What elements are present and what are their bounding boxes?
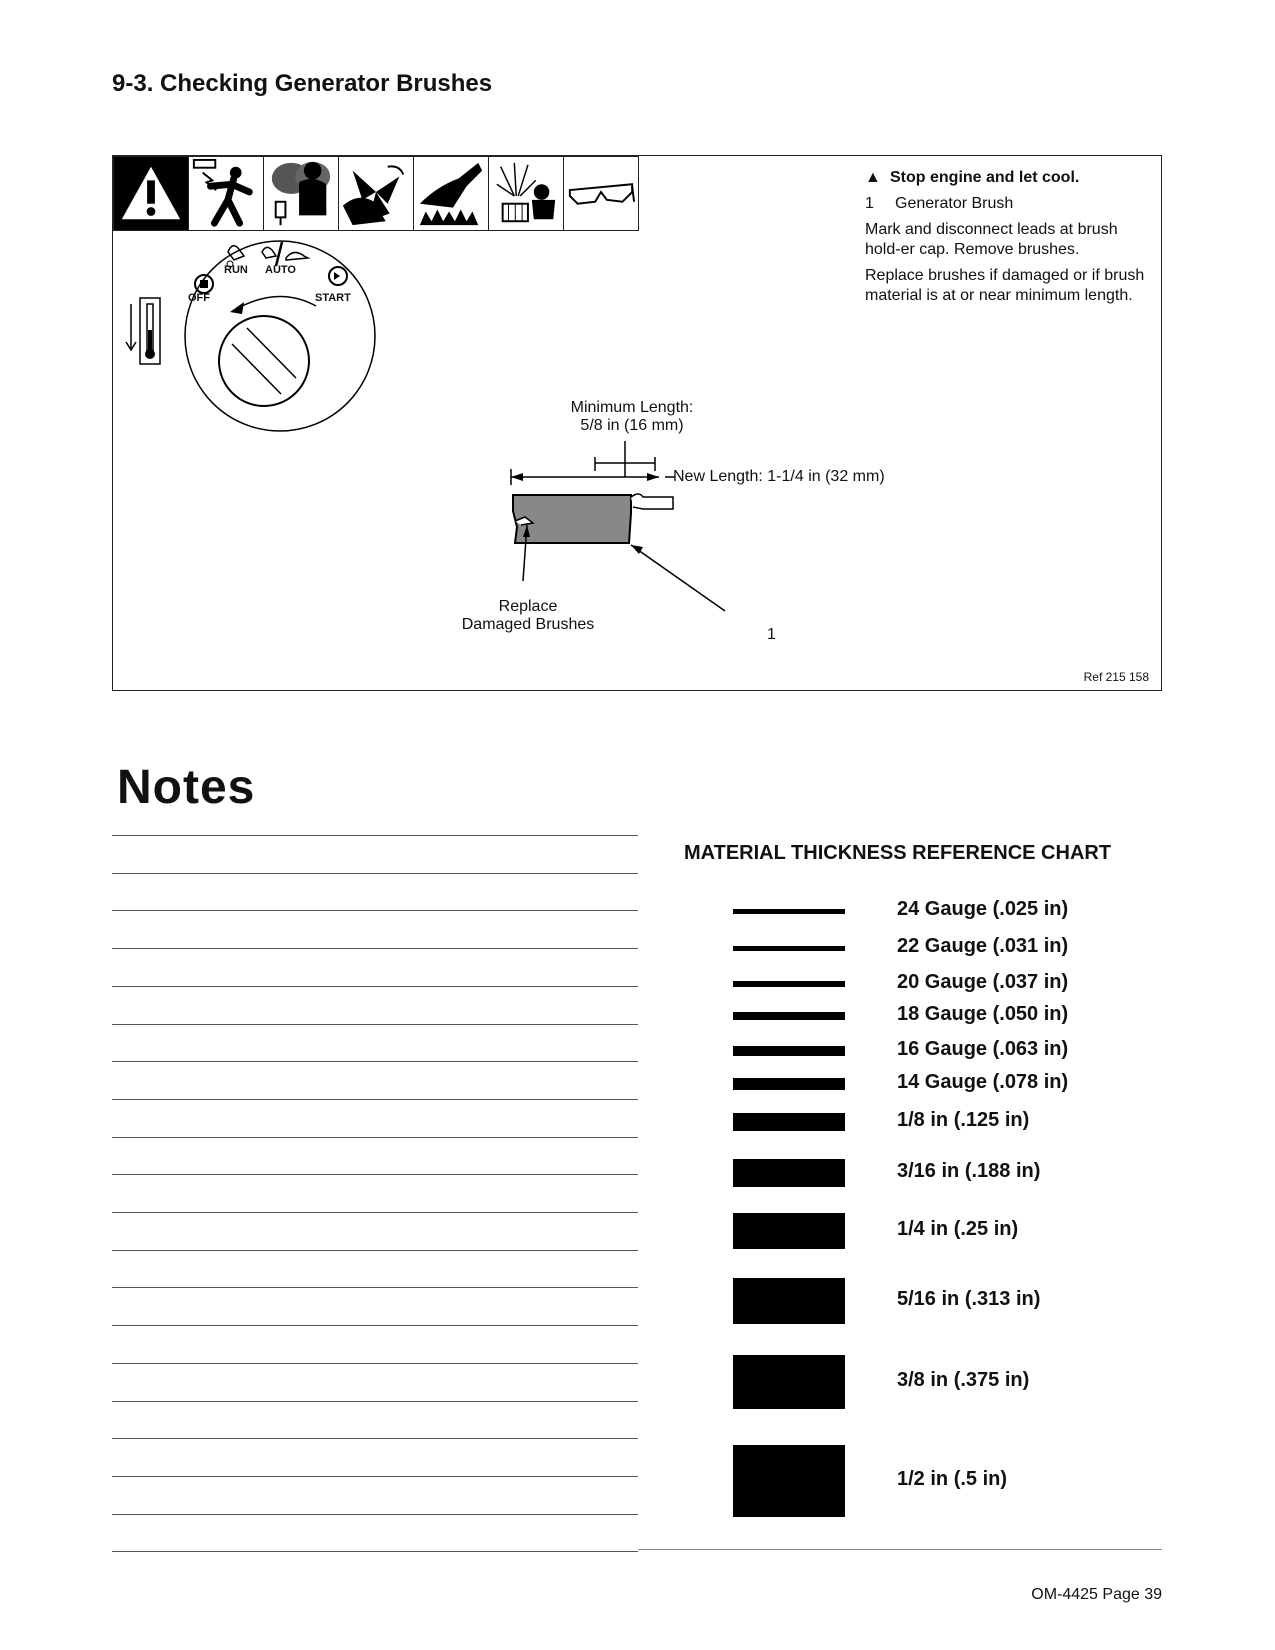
thickness-label: 1/2 in (.5 in) bbox=[897, 1468, 1008, 1490]
exhaust-fumes-icon bbox=[263, 156, 339, 231]
moving-parts-icon bbox=[338, 156, 414, 231]
note-line bbox=[112, 1476, 638, 1477]
thickness-label: 14 Gauge (.078 in) bbox=[897, 1071, 1069, 1093]
hot-parts-icon bbox=[413, 156, 489, 231]
section-title: 9-3. Checking Generator Brushes bbox=[112, 70, 493, 97]
note-line bbox=[112, 1514, 638, 1515]
instructions bbox=[865, 168, 1155, 306]
thickness-label: 3/16 in (.188 in) bbox=[897, 1160, 1041, 1182]
notes-title: Notes bbox=[117, 761, 256, 814]
thickness-bar bbox=[733, 1113, 845, 1131]
thickness-bar bbox=[733, 1355, 845, 1409]
item-label: Generator Brush bbox=[895, 195, 1014, 212]
thickness-bar bbox=[733, 909, 845, 914]
new-length-label: New Length: 1-1/4 in (32 mm) bbox=[673, 468, 885, 485]
note-line bbox=[112, 986, 638, 987]
note-line bbox=[112, 1061, 638, 1062]
thickness-bar bbox=[733, 1213, 845, 1249]
note-line bbox=[112, 1401, 638, 1402]
note-line bbox=[112, 1438, 638, 1439]
instruction-paragraph-2: Replace brushes if damaged or if brush material is at or near minimum length. bbox=[865, 267, 1145, 304]
note-line bbox=[112, 1212, 638, 1213]
min-length-line1: Minimum Length: bbox=[570, 399, 694, 416]
note-line bbox=[112, 948, 638, 949]
note-line bbox=[112, 1099, 638, 1100]
thickness-bar bbox=[733, 1159, 845, 1186]
battery-explosion-icon bbox=[488, 156, 564, 231]
start-icon bbox=[329, 267, 347, 285]
replace-caption bbox=[453, 598, 603, 634]
note-line bbox=[112, 910, 638, 911]
thickness-label: 18 Gauge (.050 in) bbox=[897, 1003, 1069, 1025]
note-line bbox=[112, 1551, 638, 1552]
procedure-panel bbox=[112, 155, 1162, 691]
replace-line1: Replace bbox=[498, 598, 558, 615]
thermometer-icon bbox=[124, 296, 164, 370]
minimum-length-caption bbox=[547, 399, 717, 435]
auto-label: AUTO bbox=[265, 264, 296, 276]
off-label: OFF bbox=[188, 292, 210, 304]
thickness-bar bbox=[733, 1012, 845, 1019]
thickness-bar bbox=[733, 981, 845, 986]
thickness-label: 1/8 in (.125 in) bbox=[897, 1109, 1030, 1131]
bottom-rule bbox=[638, 1549, 1162, 1550]
off-icon bbox=[195, 275, 213, 293]
safety-glasses-icon bbox=[563, 156, 639, 231]
warning-triangle-icon bbox=[113, 156, 189, 231]
thickness-bar bbox=[733, 1445, 845, 1518]
thickness-bar bbox=[733, 1078, 845, 1089]
thickness-label: 1/4 in (.25 in) bbox=[897, 1218, 1019, 1240]
warning-triangle-small-icon: ▲ bbox=[865, 169, 881, 186]
note-line bbox=[112, 1287, 638, 1288]
item-number: 1 bbox=[865, 195, 874, 212]
thickness-label: 16 Gauge (.063 in) bbox=[897, 1038, 1069, 1060]
rabbit-turtle-icon bbox=[262, 242, 308, 266]
warning-text: Stop engine and let cool. bbox=[890, 169, 1080, 186]
thickness-bar bbox=[733, 1278, 845, 1323]
min-length-line2: 5/8 in (16 mm) bbox=[580, 417, 684, 434]
note-line bbox=[112, 1363, 638, 1364]
chart-title: MATERIAL THICKNESS REFERENCE CHART bbox=[684, 842, 1112, 864]
thickness-label: 3/8 in (.375 in) bbox=[897, 1369, 1030, 1391]
note-line bbox=[112, 1174, 638, 1175]
note-line bbox=[112, 1250, 638, 1251]
note-line bbox=[112, 1137, 638, 1138]
run-label: RUN bbox=[224, 264, 248, 276]
thickness-bar bbox=[733, 1046, 845, 1055]
thickness-label: 24 Gauge (.025 in) bbox=[897, 898, 1069, 920]
note-line bbox=[112, 1024, 638, 1025]
electric-shock-icon bbox=[188, 156, 264, 231]
note-line bbox=[112, 873, 638, 874]
thickness-label: 5/16 in (.313 in) bbox=[897, 1288, 1041, 1310]
thickness-label: 22 Gauge (.031 in) bbox=[897, 935, 1069, 957]
thickness-label: 20 Gauge (.037 in) bbox=[897, 971, 1069, 993]
callout-number: 1 bbox=[767, 626, 776, 643]
thickness-bar bbox=[733, 946, 845, 951]
start-label: START bbox=[315, 292, 351, 304]
replace-line2: Damaged Brushes bbox=[461, 616, 595, 633]
note-line bbox=[112, 835, 638, 836]
instruction-paragraph-1: Mark and disconnect leads at brush hold-er cap. Remove brushes. bbox=[865, 221, 1118, 258]
reference-number: Ref 215 158 bbox=[1083, 670, 1149, 684]
page-number: OM-4425 Page 39 bbox=[1031, 1586, 1162, 1603]
note-line bbox=[112, 1325, 638, 1326]
